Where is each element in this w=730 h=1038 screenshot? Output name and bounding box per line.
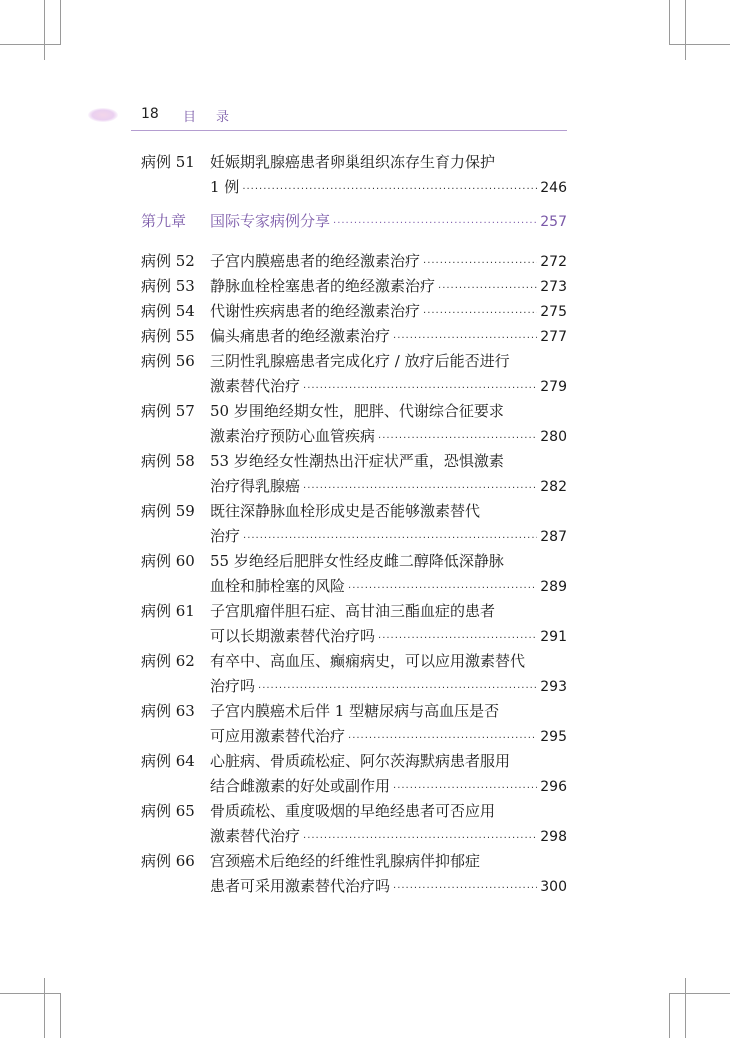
toc-entry[interactable] — [141, 549, 567, 599]
entry-label: 病例 62 — [141, 652, 195, 670]
dot-leader — [423, 251, 537, 276]
toc-entry[interactable] — [141, 499, 567, 549]
dot-leader — [393, 876, 537, 901]
toc-entry[interactable] — [141, 749, 567, 799]
crop-mark — [670, 993, 730, 994]
entry-title: 治疗吗 — [210, 677, 256, 695]
entry-page: 298 — [540, 829, 567, 845]
entry-label: 病例 60 — [141, 552, 195, 570]
entry-title: 1 例 — [210, 178, 240, 196]
entry-page: 282 — [540, 479, 567, 495]
header-rule — [131, 130, 567, 131]
entry-title: 血栓和肺栓塞的风险 — [210, 577, 346, 595]
chapter-title: 国际专家病例分享 — [210, 212, 331, 230]
crop-mark — [669, 993, 670, 1038]
crop-mark — [60, 993, 61, 1038]
toc-entry[interactable] — [141, 599, 567, 649]
entry-label: 病例 53 — [141, 277, 195, 295]
toc-list-before — [141, 150, 567, 200]
chapter-heading[interactable] — [141, 210, 567, 235]
toc-entry[interactable] — [141, 449, 567, 499]
dot-leader — [303, 476, 537, 501]
toc-entry[interactable] — [141, 324, 567, 349]
crop-mark — [685, 0, 686, 60]
header-ornament — [88, 108, 118, 122]
page-number: 18 — [141, 106, 159, 122]
entry-page: 275 — [540, 304, 567, 320]
entry-page: 300 — [540, 879, 567, 895]
dot-leader — [393, 326, 537, 351]
dot-leader — [243, 526, 537, 551]
entry-page: 296 — [540, 779, 567, 795]
crop-mark — [670, 44, 730, 45]
entry-title: 偏头痛患者的绝经激素治疗 — [210, 327, 391, 345]
entry-page: 273 — [540, 279, 567, 295]
entry-title: 子宫内膜癌术后伴 1 型糖尿病与高血压是否 — [210, 702, 500, 720]
entry-title: 静脉血栓栓塞患者的绝经激素治疗 — [210, 277, 436, 295]
entry-title: 三阴性乳腺癌患者完成化疗 / 放疗后能否进行 — [210, 352, 510, 370]
entry-label: 病例 61 — [141, 602, 195, 620]
dot-leader — [423, 301, 537, 326]
dot-leader — [438, 276, 537, 301]
entry-title: 宫颈癌术后绝经的纤维性乳腺病伴抑郁症 — [210, 852, 481, 870]
entry-label: 病例 63 — [141, 702, 195, 720]
entry-title: 激素治疗预防心血管疾病 — [210, 427, 376, 445]
entry-label: 病例 66 — [141, 852, 195, 870]
entry-title: 子宫肌瘤伴胆石症、高甘油三酯血症的患者 — [210, 602, 496, 620]
entry-label: 病例 65 — [141, 802, 195, 820]
dot-leader — [333, 218, 537, 229]
entry-page: 279 — [540, 379, 567, 395]
entry-title: 53 岁绝经女性潮热出汗症状严重，恐惧激素 — [210, 452, 504, 470]
entry-title: 结合雌激素的好处或副作用 — [210, 777, 391, 795]
dot-leader — [303, 376, 537, 401]
entry-title: 可以长期激素替代治疗吗 — [210, 627, 376, 645]
crop-mark — [669, 0, 670, 45]
dot-leader — [378, 426, 537, 451]
toc-entry[interactable] — [141, 349, 567, 399]
crop-mark — [0, 44, 60, 45]
entry-title: 既往深静脉血栓形成史是否能够激素替代 — [210, 502, 481, 520]
entry-page: 295 — [540, 729, 567, 745]
chapter-page: 257 — [540, 214, 567, 230]
entry-label: 病例 55 — [141, 327, 195, 345]
toc-list — [141, 249, 567, 899]
chapter-label: 第九章 — [141, 212, 187, 230]
entry-page: 280 — [540, 429, 567, 445]
entry-title: 可应用激素替代治疗 — [210, 727, 346, 745]
entry-title: 治疗得乳腺癌 — [210, 477, 301, 495]
entry-title: 治疗 — [210, 527, 241, 545]
toc-entry[interactable] — [141, 274, 567, 299]
crop-mark — [60, 0, 61, 45]
entry-page: 287 — [540, 529, 567, 545]
toc-entry[interactable] — [141, 849, 567, 899]
toc-entry[interactable] — [141, 150, 567, 200]
entry-label: 病例 51 — [141, 153, 195, 171]
entry-title: 50 岁围绝经期女性，肥胖、代谢综合征要求 — [210, 402, 504, 420]
entry-label: 病例 58 — [141, 452, 195, 470]
entry-label: 病例 59 — [141, 502, 195, 520]
entry-title: 代谢性疾病患者的绝经激素治疗 — [210, 302, 421, 320]
toc-entry[interactable] — [141, 299, 567, 324]
dot-leader — [303, 826, 537, 851]
toc-entry[interactable] — [141, 249, 567, 274]
entry-page: 272 — [540, 254, 567, 270]
dot-leader — [393, 776, 537, 801]
entry-label: 病例 64 — [141, 752, 195, 770]
entry-title: 有卒中、高血压、癫痫病史，可以应用激素替代 — [210, 652, 526, 670]
entry-title: 骨质疏松、重度吸烟的早绝经患者可否应用 — [210, 802, 496, 820]
dot-leader — [242, 177, 537, 202]
dot-leader — [348, 726, 537, 751]
entry-title: 激素替代治疗 — [210, 827, 301, 845]
crop-mark — [44, 0, 45, 60]
entry-title: 心脏病、骨质疏松症、阿尔茨海默病患者服用 — [210, 752, 511, 770]
entry-title: 妊娠期乳腺癌患者卵巢组织冻存生育力保护 — [210, 153, 496, 171]
entry-title: 激素替代治疗 — [210, 377, 301, 395]
entry-title: 55 岁绝经后肥胖女性经皮雌二醇降低深静脉 — [210, 552, 504, 570]
toc-entry[interactable] — [141, 399, 567, 449]
entry-title: 患者可采用激素替代治疗吗 — [210, 877, 391, 895]
entry-page: 289 — [540, 579, 567, 595]
crop-mark — [0, 993, 60, 994]
crop-mark — [685, 978, 686, 1038]
entry-page: 277 — [540, 329, 567, 345]
entry-label: 病例 56 — [141, 352, 195, 370]
entry-page: 291 — [540, 629, 567, 645]
dot-leader — [258, 676, 537, 701]
entry-label: 病例 52 — [141, 252, 195, 270]
toc-entry[interactable] — [141, 799, 567, 849]
entry-title: 子宫内膜癌患者的绝经激素治疗 — [210, 252, 421, 270]
toc-entry[interactable] — [141, 699, 567, 749]
toc-entry[interactable] — [141, 649, 567, 699]
crop-mark — [44, 978, 45, 1038]
dot-leader — [378, 626, 537, 651]
table-of-contents — [141, 150, 567, 899]
entry-page: 293 — [540, 679, 567, 695]
entry-page: 246 — [540, 180, 567, 196]
entry-label: 病例 57 — [141, 402, 195, 420]
entry-label: 病例 54 — [141, 302, 195, 320]
dot-leader — [348, 576, 537, 601]
header-title: 目 录 — [183, 110, 230, 125]
